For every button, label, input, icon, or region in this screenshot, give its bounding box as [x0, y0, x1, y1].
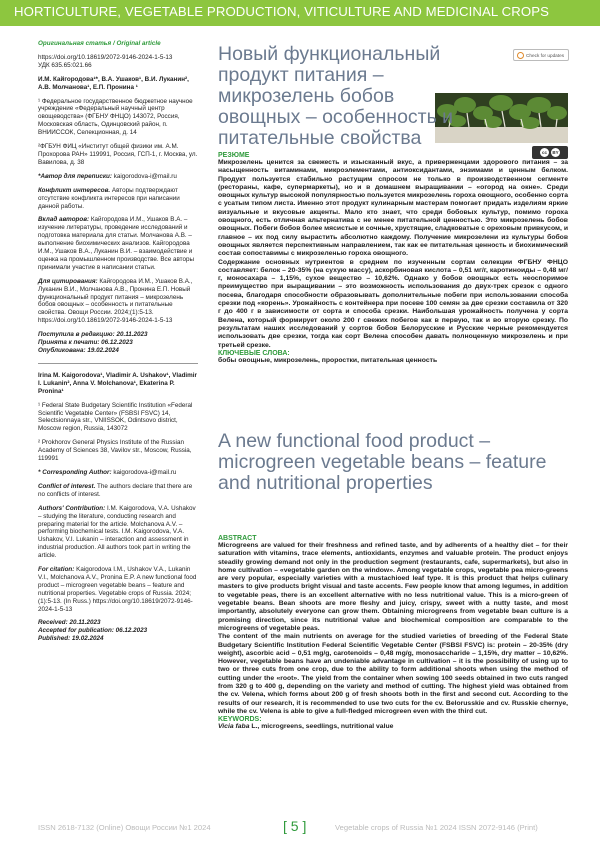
check-for-updates-button[interactable] [513, 49, 569, 61]
corr-email-en[interactable]: kaigorodova-i@mail.ru [111, 468, 177, 476]
conflict-ru [38, 187, 198, 211]
contrib-text-en: I.M. Kaigorodova, V.A. Ushakov – studying the literature, conducting research and preparing material for the article. Molchanova A.V. – performing biochemical tests. I.M. Kaigorodova, V.A. Ushakov, V.I. Lukanin – interaction and assessment in industrial production. All authors took part in writing the article. [38, 504, 196, 560]
contrib-ru [38, 216, 198, 271]
cc-icon: cc [541, 150, 547, 155]
page-footer [0, 818, 600, 838]
keywords-label-ru: КЛЮЧЕВЫЕ СЛОВА: [218, 349, 290, 357]
published-ru: Опубликована: 19.02.2024 [38, 347, 119, 354]
conflict-label-ru: Конфликт интересов. [38, 186, 111, 194]
udc-text: УДК 635.65:021.66 [38, 61, 92, 69]
by-icon: BY [552, 150, 559, 155]
accepted-en: Accepted for publication: 06.12.2023 [38, 627, 148, 635]
citation-en [38, 566, 198, 613]
doi-link[interactable] [38, 54, 198, 70]
conflict-text-en: The authors declare that there are no conflicts of interest. [38, 482, 193, 498]
cite-label-ru: Для цитирования: [38, 277, 98, 285]
title-ru: Новый функциональный продукт питания – микрозелень бобов овощных – особенность и питательные свойства [218, 43, 454, 149]
keywords-label-en: KEYWORDS: [218, 716, 262, 724]
corr-label-ru: *Автор для переписки: [38, 172, 112, 180]
divider [38, 363, 198, 364]
doi-text[interactable]: https://doi.org/10.18619/2072-9146-2024-1-5-13 [38, 53, 173, 61]
citation-ru [38, 278, 198, 325]
conflict-en [38, 483, 198, 499]
update-icon [517, 52, 524, 59]
published-en: Published: 19.02.2024 [38, 635, 104, 643]
page-number: [ 5 ] [283, 818, 307, 834]
corresponding-ru [38, 173, 198, 181]
abstract-label-en: ABSTRACT [218, 535, 257, 542]
contrib-text-ru: Кайгородова И.М., Ушаков В.А. – изучение литературы, проведение исследований и подготовка материала для статьи. Молчанова А.В. – выполнение биохимических анализов. Кайгородова И.М., Ушаков В.А., Луканин В.И. – взаимодействие и оценка на промышленном производстве. Все авторы принимали участие в написании статьи. [38, 216, 195, 271]
dates-en [38, 619, 198, 643]
footer-right: Vegetable crops of Russia №1 2024 ISSN 2072-9146 (Print) [335, 823, 538, 832]
corr-label-en: * Corresponding Author: [38, 468, 112, 476]
section-header-text: HORTICULTURE, VEGETABLE PRODUCTION, VITICULTURE AND MEDICINAL CROPS [14, 4, 550, 19]
abstract-en-p2: The content of the main nutrients on average for the studied varieties of breeding of the Federal State Budgetary Scientific Institution Federal Scientific Vegetable Center (FSBSI FSVC) is: protein – 20-35% (dry weight), ascorbic acid – 0,51 mg/g, carotenoids – 0,48 mg/g, monosaccharide – 1,15%, dry matter – 10,62%. However, vegetable beans have an undeniable advantage in cultivation – it is the possibility of using up to two or three cuts from one crop, due to the ability to form additional shoots when using the method of cutting under the «root». The yield from the container when sowing 100 seeds obtained in two cuts ranged from 320 g to 400 g, depending on the variety and method of cutting. The highest yield was obtained from the cv. Velena, which forms about 200 g of fresh shoots both in the first and second cut. According to the results of our research, it is recommended to use two cuts for the cv. Belorusskie and cv. Russkie chernye, while the cv. Velena is able to give a full-fledged microgreen even with the third cut. [218, 633, 568, 715]
cite-text-en: Kaigorodova I.M., Ushakov V.A., Lukanin V.I., Molchanova A.V., Pronina E.P. A new functional food product – microgreen vegetable beans – feature and nutritional properties. Vegetable crops of Russia. 2024;(1):5-13. (In Russ.) https://doi.org/10.18619/2072-9146-2024-1-5-13 [38, 566, 197, 613]
keywords-rest: L., microgreens, seedlings, nutritional value [249, 723, 394, 731]
received-en: Received: 20.11.2023 [38, 619, 101, 627]
dates-ru [38, 331, 198, 355]
contrib-label-en: Authors' Contribution: [38, 504, 106, 512]
affiliation-ru-1: ¹ Федеральное государственное бюджетное научное учреждение «Федеральный научный центр овощеводства» (ФГБНУ ФНЦО) 143072, Россия, Московская область, Одинцовский район, п. ВНИИССОК, Селекционная, д. 14 [38, 97, 193, 137]
abstract-ru-p1: Микрозелень ценится за свежесть и изысканный вкус, а приверженцами здорового питания – за насыщенность витаминами, микроэлементами, антиоксидантами, энзимами и ценным белком. Продукт пользуется стабильно растущим спросом не только в производственном сегменте (рестораны, кафе, супермаркеты), но и в домашнем выращивании – «огород на окне». Среди овощных культур высокой популярностью пользуется микрозелень гороха овощного, особенно сорта с усатым типом листа. Именно этот продукт кулинарным мастерам помогает придать изделиям яркие визуальные и вкусовые акценты. Мало кто знает, что среди бобовых культур, помимо гороха овощного, есть отличная альтернатива с не менее питательной ценностью. Это микрозелень бобов овощных. Побеги бобов более мясистые и сочные, хрустящие, сладковатые с ореховым привкусом, и главное – их под силу вырастить абсолютно каждому. Получение микрозелени из культуры бобов овощных является перспективным направлением, так как ее питательная ценность и биохимический состав сопоставимы с микрозеленью гороха овощного. [218, 159, 569, 258]
abstract-en [218, 535, 568, 732]
footer-left: ISSN 2618-7132 (Online) Овощи России №1 2024 [38, 823, 211, 832]
affiliation-en-1: ¹ Federal State Budgetary Scientific Institution «Federal Scientific Vegetable Center» (FSBSI FSVC) 14, Selectsionnaya str., VNIISSOK, Odintsovo district, Moscow region, Russia, 143072 [38, 401, 193, 433]
keywords-en [218, 723, 568, 731]
conflict-text-ru: Авторы подтверждают отсутствие конфликта интересов при написании данной работы. [38, 186, 180, 210]
cite-text-ru: Кайгородова И.М., Ушаков В.А., Луканин В.И., Молчанова А.В., Пронина Е.П. Новый функциональный продукт питания – микрозелень бобов овощных – особенность и питательные свойства. Овощи России. 2024;(1):5-13. https://doi.org/10.18619/2072-9146-2024-1-5-13 [38, 277, 193, 325]
abstract-en-p1: Microgreens are valued for their freshness and refined taste, and by adherents of a healthy diet – for their saturation with vitamins, trace elements, antioxidants, enzymes and valuable protein. The product enjoys steadily growing demand not only in the production segment (restaurants, cafe, supermarkets), but also in home cultivation – «vegetable garden on the window». Among vegetable crops, vegetable pea micro-greens are very popular, especially varieties with a mustachioed leaf type. It is this product that helps culinary masters to give products bright visual and taste accents. Few people know that among legumes, in addition to vegetable peas, there is an excellent alternative with no less nutritional value. This is a micro-green of vegetable beans. Bean shoots are more fleshy and juicy, crispy, sweet with a nutty taste, and most importantly, absolutely everyone can grow them. Obtaining microgreens from vegetable bean culture is a promising direction, since its nutritional value and biochemical composition are comparable to the microgreens of vegetable peas. [218, 542, 568, 632]
abstract-body-en [218, 542, 568, 716]
abstract-label-ru: РЕЗЮМЕ [218, 152, 250, 159]
abstract-ru [218, 152, 568, 365]
abstract-ru-p2: Содержание основных нутриентов в среднем по изученным сортам селекции ФГБНУ ФНЦО составляет: белок – 20-35% (на сухую массу), аскорбиновая кислота – 0,51 мг/г, каротиноиды – 0,48 мг/г, моносахара – 1,15%, сухое вещество – 10,62%. Однако у бобов овощных есть неоспоримое преимущество при выращивании – это возможность использования до двух-трех срезок с одного посева, благодаря способности образовывать дополнительные побеги при использовании способа срезки под «корень». Урожайность с контейнера при посеве 100 семян за две срезки составила от 320 г до 400 г в зависимости от сорта и способа срезки. Наибольшая урожайность получена у сорта Велена, который формирует около 200 г свежих побегов как в первую, так и во вторую срезку. По результатам наших исследований у сортов бобов Белорусские и Русские черные рекомендуется использовать две срезки, тогда как сорт Велена способен давать полноценную микрозелень и при третьей срезке. [218, 258, 568, 349]
accepted-ru: Принята к печати: 06.12.2023 [38, 339, 133, 347]
abstract-body-ru [218, 159, 568, 350]
cite-label-en: For citation: [38, 566, 75, 574]
section-header-bar [0, 0, 600, 26]
authors-en: Irina M. Kaigorodova¹, Vladimir A. Ushakov¹, Vladimir I. Lukanin², Anna V. Molchanova¹, Ekaterina P. Pronina¹ [38, 371, 197, 395]
received-ru: Поступила в редакцию: 20.11.2023 [38, 331, 148, 339]
corr-email-ru[interactable]: kaigorodova-i@mail.ru [111, 172, 177, 180]
conflict-label-en: Conflict of interest. [38, 482, 96, 490]
keywords-ru: бобы овощные, микрозелень, проростки, питательная ценность [218, 356, 438, 364]
affiliation-en-2: ² Prokhorov General Physics Institute of the Russian Academy of Sciences 38, Vavilov str., Moscow, Russia, 119991 [38, 439, 192, 463]
left-column [38, 40, 198, 643]
contrib-en [38, 505, 198, 560]
check-updates-label: Check for updates [526, 52, 565, 58]
keywords-latin: Vicia faba [218, 723, 250, 731]
article-type: Оригинальная статья / Original article [38, 40, 161, 47]
title-en: A new functional food product – microgreen vegetable beans – feature and nutritional properties [218, 430, 547, 494]
affiliation-ru-2: ²ФГБУН ФИЦ «Институт общей физики им. А.М. Прохорова РАН» 119991, Россия, ГСП-1, г. Москва, ул. Вавилова, д. 38 [38, 143, 198, 166]
corresponding-en [38, 469, 198, 477]
contrib-label-ru: Вклад авторов: [38, 216, 90, 224]
authors-ru: И.М. Кайгородова¹*, В.А. Ушаков¹, В.И. Луканин², А.В. Молчанова¹, Е.П. Пронина ¹ [38, 75, 189, 91]
